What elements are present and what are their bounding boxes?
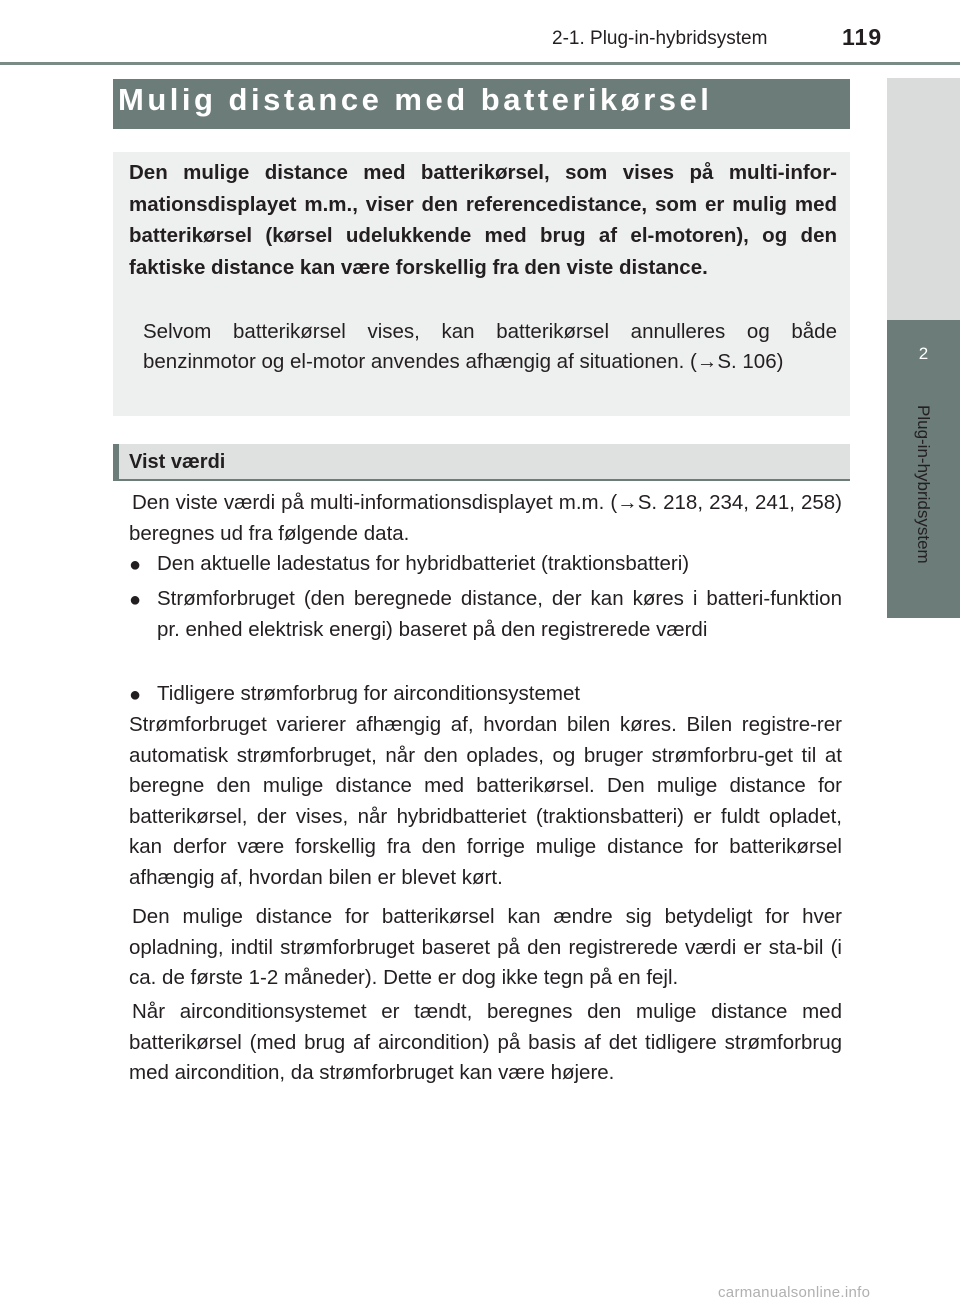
watermark: carmanualsonline.info <box>718 1284 871 1301</box>
page-title: Mulig distance med batterikørsel <box>118 82 713 117</box>
body-paragraph-2: Strømforbruget varierer afhængig af, hvordan bilen køres. Bilen registre-rer automatisk strømforbruget, når den oplades, og bruger strømforbru-get til at beregne den mulige distance med batterikørsel. Den mulige distance for batterikørsel, der vises, når hybridbatteriet (traktionsbatteri) er fuldt opladet, kan derfor være forskellig fra den forrige mulige distance for batterikørsel afhængig af, hvordan bilen er blevet kørt. <box>129 713 842 889</box>
bullet-dot-icon: ● <box>129 684 142 706</box>
body-paragraph-1: Den viste værdi på multi-informationsdisplayet m.m. (→S. 218, 234, 241, 258) beregnes ud fra følgende data. <box>129 491 842 545</box>
bullet-item <box>129 679 842 710</box>
side-tab-chapter-number: 2 <box>918 344 929 363</box>
bullet-text: Den aktuelle ladestatus for hybridbatteriet (traktionsbatteri) <box>157 552 690 575</box>
subheading: Vist værdi <box>129 451 226 473</box>
side-tab-upper <box>887 78 960 320</box>
subheading-underline <box>113 479 850 481</box>
body-paragraph-4: Når airconditionsystemet er tændt, beregnes den mulige distance med batterikørsel (med brug af aircondition) på basis af det tidligere strømforbrug med aircondition, da strømforbruget kan være højere. <box>129 1000 842 1084</box>
body-paragraph-3: Den mulige distance for batterikørsel kan ændre sig betydeligt for hver opladning, indtil strømforbruget baseret på den registrerede værdi er sta-bil (i ca. de første 1-2 måneder). Dette er dog ikke tegn på en fejl. <box>129 905 842 989</box>
bullet-text: Strømforbruget (den beregnede distance, der kan køres i batteri-funktion pr. enhed elektrisk energi) baseret på den registrerede værdi <box>157 587 842 641</box>
page-number: 119 <box>842 24 883 50</box>
side-tab-chapter-label: Plug-in-hybridsystem <box>914 405 933 564</box>
bullet-item <box>129 549 842 580</box>
bullet-item <box>129 584 842 645</box>
subheading-accent <box>113 444 119 481</box>
intro-normal-text: Selvom batterikørsel vises, kan batterikørsel annulleres og både benzinmotor og el-motor anvendes afhængig af situationen. (→S. 106) <box>143 320 837 373</box>
header-section-title: 2-1. Plug-in-hybridsystem <box>552 28 768 49</box>
bullet-dot-icon: ● <box>129 589 142 611</box>
header-rule <box>0 62 960 65</box>
intro-bold-text: Den mulige distance med batterikørsel, som vises på multi-infor-mationsdisplayet m.m., viser den referencedistance, som er mulig med batterikørsel (kørsel udelukkende med brug af el-motoren), og den faktiske distance kan være forskellig fra den viste distance. <box>129 161 837 279</box>
bullet-dot-icon: ● <box>129 554 142 576</box>
bullet-text: Tidligere strømforbrug for airconditionsystemet <box>157 682 581 705</box>
